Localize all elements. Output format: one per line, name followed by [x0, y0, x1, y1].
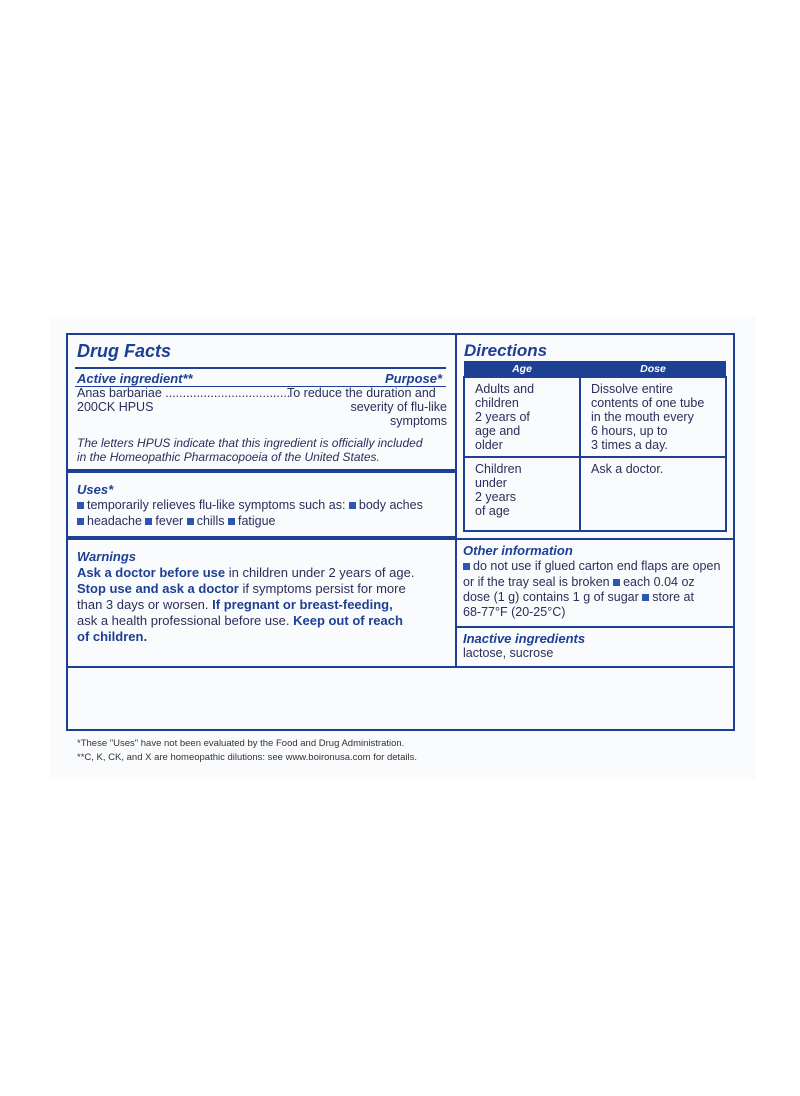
uses-title: Uses*: [77, 482, 114, 497]
hpus-note-line-2: in the Homeopathic Pharmacopoeia of the United States.: [77, 450, 380, 464]
bullet-square-icon: [187, 518, 194, 525]
table-row: [464, 457, 726, 531]
warnings-line-2: [77, 581, 406, 597]
inactive-ingredients-text: lactose, sucrose: [463, 646, 554, 660]
uses-intro: temporarily relieves flu-like symptoms such as:: [87, 498, 346, 512]
bullet-square-icon: [613, 579, 620, 586]
bullet-square-icon: [642, 594, 649, 601]
age-line: under: [475, 476, 507, 490]
blank-panel: [66, 666, 735, 731]
dose-line: 3 times a day.: [591, 438, 668, 452]
bullet-square-icon: [77, 502, 84, 509]
age-line: 2 years: [475, 490, 516, 504]
warning-text: ask a health professional before use.: [77, 613, 294, 628]
age-cell: [464, 457, 580, 531]
other-info-text: or if the tray seal is broken: [463, 575, 610, 589]
ingredient-name: [77, 386, 290, 401]
dose-line: Dissolve entire: [591, 382, 673, 396]
dose-cell: [580, 377, 726, 457]
age-column-header: Age: [464, 361, 580, 377]
purpose-line-3: symptoms: [390, 414, 447, 428]
title-rule: [75, 367, 446, 369]
dose-line: contents of one tube: [591, 396, 705, 410]
purpose-label: Purpose*: [385, 371, 443, 386]
uses-line-2: [77, 514, 276, 529]
use-item: body aches: [358, 498, 423, 512]
age-line: older: [475, 438, 503, 452]
bullet-square-icon: [228, 518, 235, 525]
bullet-square-icon: [145, 518, 152, 525]
warning-bold: If pregnant or breast-feeding,: [212, 597, 393, 612]
age-line: children: [475, 396, 519, 410]
age-line: age and: [475, 424, 521, 438]
ingredient-leader-dots: ....................................: [161, 386, 291, 400]
other-info-line-4: [463, 605, 565, 620]
uses-line-1: [77, 498, 423, 513]
age-line: 2 years of: [475, 410, 530, 424]
warning-bold: Ask a doctor before use: [77, 565, 226, 580]
ingredient-name-text: Anas barbariae: [77, 386, 162, 400]
directions-table: [463, 361, 727, 532]
warnings-line-3: [77, 597, 393, 613]
other-info-text: dose (1 g) contains 1 g of sugar: [463, 590, 639, 604]
other-info-text: store at: [652, 590, 694, 604]
ingredient-potency: 200CK HPUS: [77, 400, 154, 414]
dose-line: 6 hours, up to: [591, 424, 668, 438]
use-item: headache: [87, 514, 142, 528]
inactive-ingredients-title: Inactive ingredients: [463, 631, 586, 646]
use-item: fatigue: [237, 514, 276, 528]
warning-text: if symptoms persist for more: [238, 581, 406, 596]
footnote-dilutions: **C, K, CK, and X are homeopathic dilutions: see www.boironusa.com for details.: [77, 752, 418, 763]
bullet-square-icon: [77, 518, 84, 525]
bullet-square-icon: [463, 563, 470, 570]
purpose-line-2: severity of flu-like: [350, 400, 447, 414]
warning-text: than 3 days or worsen.: [77, 597, 213, 612]
drug-facts-title: Drug Facts: [77, 341, 172, 361]
age-line: Children: [475, 462, 522, 476]
age-line: Adults and: [475, 382, 535, 396]
age-line: of age: [475, 504, 510, 518]
other-info-text: 68-77°F (20-25°C): [463, 605, 566, 619]
dose-line: in the mouth every: [591, 410, 694, 424]
age-cell: [464, 377, 580, 457]
other-information-title: Other information: [463, 543, 573, 558]
warnings-line-5: [77, 629, 147, 645]
footnote-uses: *These "Uses" have not been evaluated by the Food and Drug Administration.: [77, 738, 405, 749]
table-row: [464, 377, 726, 457]
use-item: chills: [196, 514, 225, 528]
other-info-line-2: [463, 575, 695, 590]
other-info-text: each 0.04 oz: [623, 575, 695, 589]
active-ingredient-label: Active ingredient**: [77, 371, 193, 386]
warning-bold: Stop use and ask a doctor: [77, 581, 239, 596]
dose-line: Ask a doctor.: [591, 462, 664, 476]
warnings-line-4: [77, 613, 403, 629]
warning-bold: of children.: [77, 629, 148, 644]
directions-title: Directions: [464, 341, 548, 360]
purpose-line-1: To reduce the duration and: [287, 386, 436, 400]
dose-cell: [580, 457, 726, 531]
other-info-line-3: [463, 590, 694, 605]
other-info-line-1: [463, 559, 720, 574]
warnings-line-1: [77, 565, 414, 581]
warnings-title: Warnings: [77, 549, 136, 564]
use-item: fever: [155, 514, 184, 528]
dose-column-header: Dose: [580, 361, 726, 377]
hpus-note-line-1: The letters HPUS indicate that this ingredient is officially included: [77, 436, 423, 450]
other-info-text: do not use if glued carton end flaps are open: [473, 559, 721, 573]
warning-text: in children under 2 years of age.: [225, 565, 415, 580]
warning-bold: Keep out of reach: [293, 613, 403, 628]
bullet-square-icon: [349, 502, 356, 509]
